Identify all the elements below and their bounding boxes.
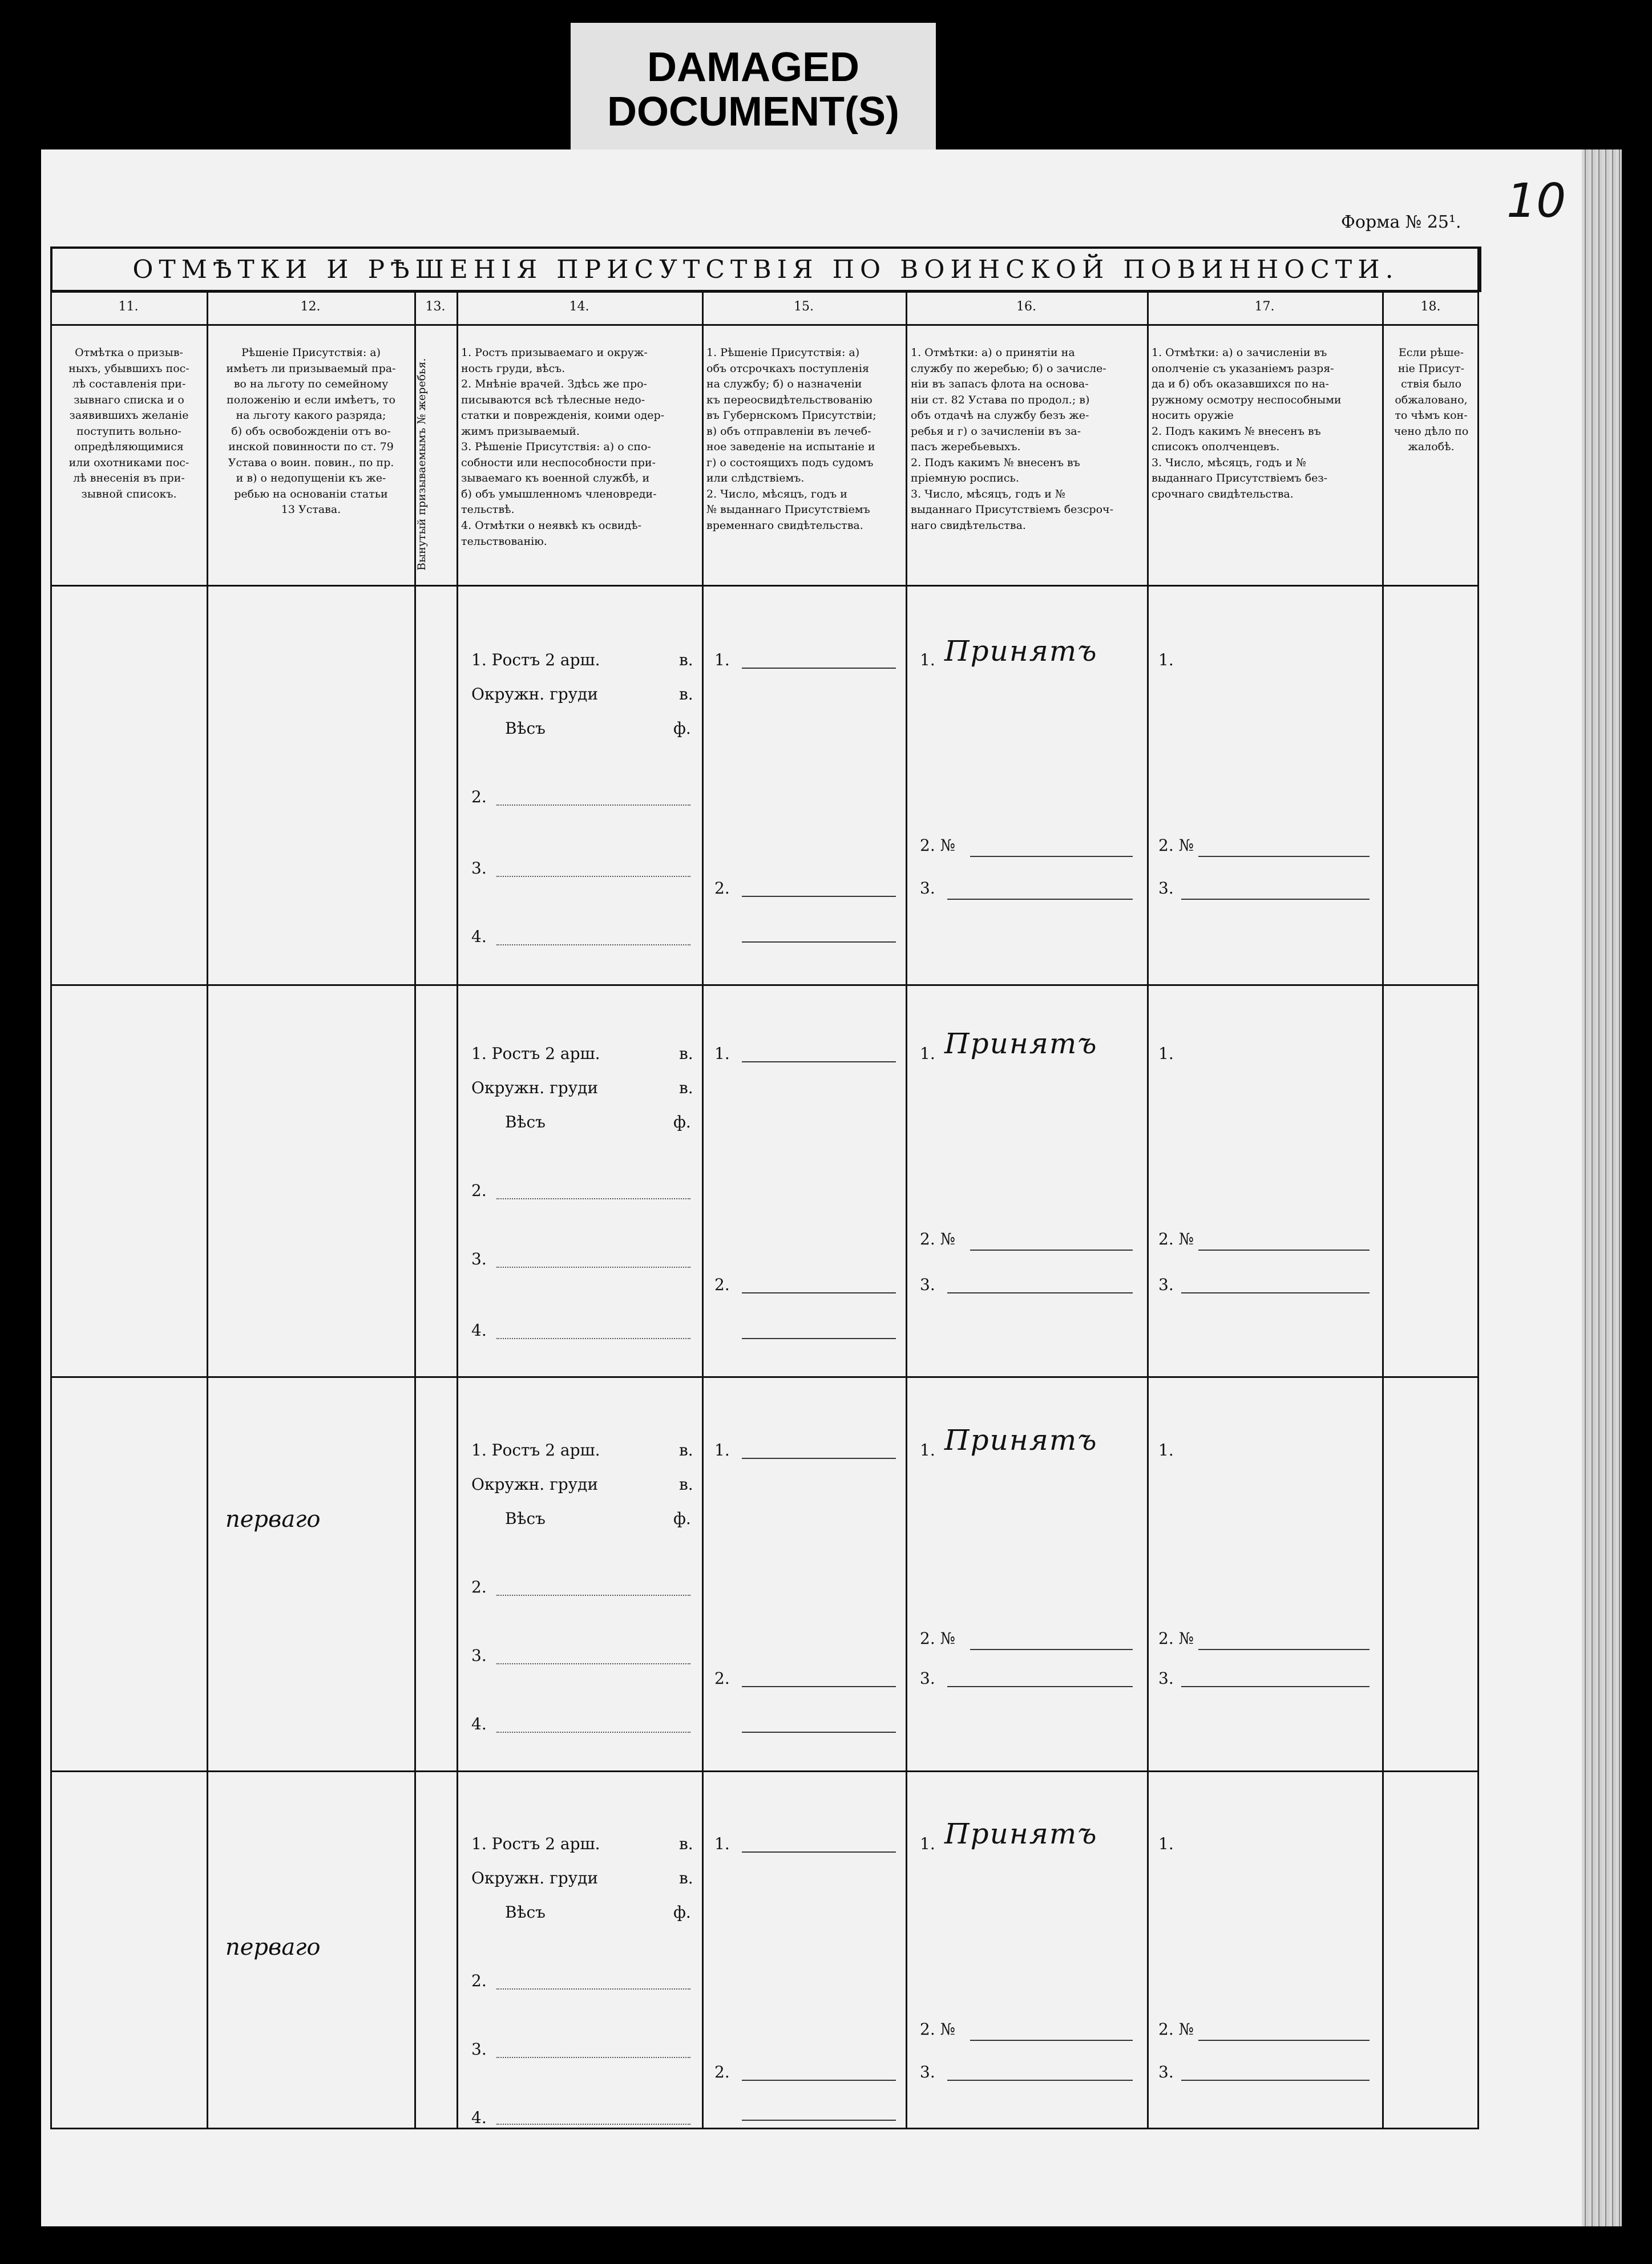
item-number: 2.: [471, 1578, 487, 1596]
height-label: 1. Ростъ 2 арш.: [471, 1441, 600, 1460]
lot-number-label: 2. №: [920, 2020, 956, 2039]
height-label: 1. Ростъ 2 арш.: [471, 1834, 600, 1853]
item-number: 3.: [920, 1275, 935, 1294]
item-number: 2.: [714, 879, 730, 897]
column-number-15: 15.: [794, 300, 814, 314]
item-number: 1.: [714, 1441, 730, 1460]
chest-label: Окружн. груди: [471, 1078, 599, 1097]
unit-label: в.: [679, 1044, 693, 1063]
weight-label: Вѣсъ: [505, 1113, 546, 1131]
column-number-13: 13.: [425, 300, 446, 314]
item-number: 4.: [471, 1321, 487, 1340]
unit-label: в.: [679, 1475, 693, 1494]
column-number-12: 12.: [300, 300, 321, 314]
column-number-16: 16.: [1016, 300, 1036, 314]
height-label: 1. Ростъ 2 арш.: [471, 650, 600, 669]
item-number: 3.: [471, 859, 487, 878]
unit-label: в.: [679, 1078, 693, 1097]
handwritten-category: перваго: [225, 1506, 321, 1533]
item-number: 2.: [714, 1275, 730, 1294]
item-number: 3.: [1158, 1669, 1174, 1688]
column-divider: [1147, 291, 1149, 2128]
item-number: 2.: [471, 1181, 487, 1200]
handwritten-accepted: Принятъ: [944, 634, 1098, 668]
lot-number-label: 2. №: [920, 1230, 956, 1248]
item-number: 1.: [714, 1044, 730, 1063]
chest-label: Окружн. груди: [471, 1869, 599, 1887]
item-number: 3.: [920, 1669, 935, 1688]
unit-label: в.: [679, 650, 693, 669]
row-divider: [50, 1770, 1479, 1772]
unit-label: в.: [679, 1441, 693, 1460]
header-col-11: Отмѣтка о призыв- ныхъ, убывшихъ пос- лѣ составленія при- зывнаго списка и о заявившихъ желаніе поступить вольно- опредѣляющимися или охотниками пос- лѣ внесенія въ при- зывной списокъ.: [68, 346, 189, 500]
item-number: 1.: [714, 1834, 730, 1853]
item-number: 3.: [920, 2063, 935, 2081]
item-number: 3.: [471, 2040, 487, 2059]
weight-label: Вѣсъ: [505, 1903, 546, 1922]
column-divider: [906, 291, 907, 2128]
item-number: 3.: [471, 1250, 487, 1268]
lot-number-label: 2. №: [1158, 1230, 1194, 1248]
header-col-13: Вынутый призываемымъ № жеребья.: [415, 358, 428, 571]
item-number: 1.: [714, 650, 730, 669]
unit-label: в.: [679, 1869, 693, 1887]
lot-number-label: 2. №: [1158, 1629, 1194, 1648]
handwritten-category: перваго: [225, 1934, 321, 1960]
height-label: 1. Ростъ 2 арш.: [471, 1044, 600, 1063]
item-number: 2.: [471, 1971, 487, 1990]
weight-label: Вѣсъ: [505, 719, 546, 738]
item-number: 1.: [920, 650, 935, 669]
column-divider: [702, 291, 704, 2128]
column-number-14: 14.: [569, 300, 589, 314]
column-divider: [207, 291, 208, 2128]
unit-label: в.: [679, 1834, 693, 1853]
handwritten-accepted: Принятъ: [944, 1424, 1098, 1457]
item-number: 1.: [920, 1441, 935, 1460]
header-col-16: 1. Отмѣтки: а) о принятіи на службу по жеребью; б) о зачисле- ніи въ запасъ флота на основа- ніи ст. 82 Устава по продол.; в) объ отдачѣ на службу безъ же- ребья и г) о зачисленіи въ за- пасъ жеребьевыхъ. 2. Подъ какимъ № внесенъ въ пріемную роспись. 3. Число, мѣсяцъ, годъ и № выданнаго Присутствіемъ безсроч- наго свидѣтельства.: [911, 346, 1114, 532]
unit-label: ф.: [673, 1903, 691, 1922]
item-number: 1.: [1158, 1441, 1174, 1460]
handwritten-accepted: Принятъ: [944, 1817, 1098, 1850]
lot-number-label: 2. №: [920, 1629, 956, 1648]
row-divider: [50, 585, 1479, 587]
page-title: ОТМѢТКИ И РѢШЕНІЯ ПРИСУТСТВІЯ ПО ВОИНСКОЙ ПОВИННОСТИ.: [50, 246, 1481, 292]
row-divider: [50, 324, 1479, 326]
lot-number-label: 2. №: [920, 836, 956, 855]
item-number: 1.: [920, 1834, 935, 1853]
item-number: 1.: [1158, 1044, 1174, 1063]
form-number: Форма № 25¹.: [1341, 212, 1461, 232]
damaged-document-stamp: [571, 23, 936, 157]
item-number: 3.: [471, 1646, 487, 1665]
item-number: 1.: [1158, 650, 1174, 669]
weight-label: Вѣсъ: [505, 1509, 546, 1528]
item-number: 2.: [714, 1669, 730, 1688]
unit-label: ф.: [673, 719, 691, 738]
item-number: 1.: [1158, 1834, 1174, 1853]
item-number: 4.: [471, 2108, 487, 2127]
item-number: 4.: [471, 927, 487, 946]
item-number: 2.: [714, 2063, 730, 2081]
unit-label: ф.: [673, 1509, 691, 1528]
column-number-11: 11.: [118, 300, 139, 314]
header-col-18: Если рѣше- ніе Присут- ствія было обжаловано, то чѣмъ кон- чено дѣло по жалобѣ.: [1394, 346, 1469, 454]
book-spine: [1582, 149, 1622, 2226]
folio-number: 10: [1506, 174, 1566, 228]
stamp-line-2: DOCUMENT(S): [607, 88, 899, 135]
column-number-18: 18.: [1420, 300, 1441, 314]
unit-label: ф.: [673, 1113, 691, 1131]
stamp-line-1: DAMAGED: [647, 44, 859, 90]
column-divider: [1382, 291, 1384, 2128]
header-col-17: 1. Отмѣтки: а) о зачисленіи въ ополченіе съ указаніемъ разря- да и б) объ оказавшихся по на- ружному осмотру неспособными носить оружіе 2. Подъ какимъ № внесенъ въ списокъ ополченцевъ. 3. Число, мѣсяцъ, годъ и № выданнаго Присутствіемъ без- срочнаго свидѣтельства.: [1152, 346, 1342, 500]
item-number: 3.: [1158, 1275, 1174, 1294]
item-number: 4.: [471, 1715, 487, 1733]
item-number: 2.: [471, 787, 487, 806]
item-number: 3.: [1158, 879, 1174, 897]
item-number: 3.: [1158, 2063, 1174, 2081]
lot-number-label: 2. №: [1158, 836, 1194, 855]
item-number: 1.: [920, 1044, 935, 1063]
chest-label: Окружн. груди: [471, 1475, 599, 1494]
header-col-15: 1. Рѣшеніе Присутствія: а) объ отсрочкахъ поступленія на службу; б) о назначеніи къ переосвидѣтельствованію въ Губернскомъ Присутствіи; в) объ отправленіи въ лечеб- ное заведеніе на испытаніе и г) о состоящихъ подъ судомъ или слѣдствіемъ. 2. Число, мѣсяцъ, годъ и № выданнаго Присутствіемъ временнаго свидѣтельства.: [706, 346, 877, 532]
column-divider: [457, 291, 458, 2128]
item-number: 3.: [920, 879, 935, 897]
header-col-14: 1. Ростъ призываемаго и окруж- ность груди, вѣсъ. 2. Мнѣніе врачей. Здѣсь же про- писываются всѣ тѣлесные недо- статки и поврежденія, коими одер- жимъ призываемый. 3. Рѣшеніе Присутствія: а) о спо- собности или неспособности при- зываемаго къ военной службѣ, и б) объ умышленномъ членовреди- тельствѣ. 4. Отмѣтки о неявкѣ къ освидѣ- тельствованію.: [461, 346, 665, 548]
row-divider: [50, 1376, 1479, 1378]
handwritten-accepted: Принятъ: [944, 1027, 1098, 1060]
header-col-12: Рѣшеніе Присутствія: а) имѣетъ ли призываемый пра- во на льготу по семейному положенію и если имѣетъ, то на льготу какого разряда; б) объ освобожденіи отъ во- инской повинности по ст. 79 Устава о воин. повин., по пр. и в) о недопущеніи къ же- ребью на основаніи статьи 13 Устава.: [226, 346, 396, 516]
column-number-17: 17.: [1254, 300, 1275, 314]
unit-label: в.: [679, 685, 693, 704]
row-divider: [50, 291, 1479, 293]
lot-number-label: 2. №: [1158, 2020, 1194, 2039]
chest-label: Окружн. груди: [471, 685, 599, 704]
row-divider: [50, 984, 1479, 986]
